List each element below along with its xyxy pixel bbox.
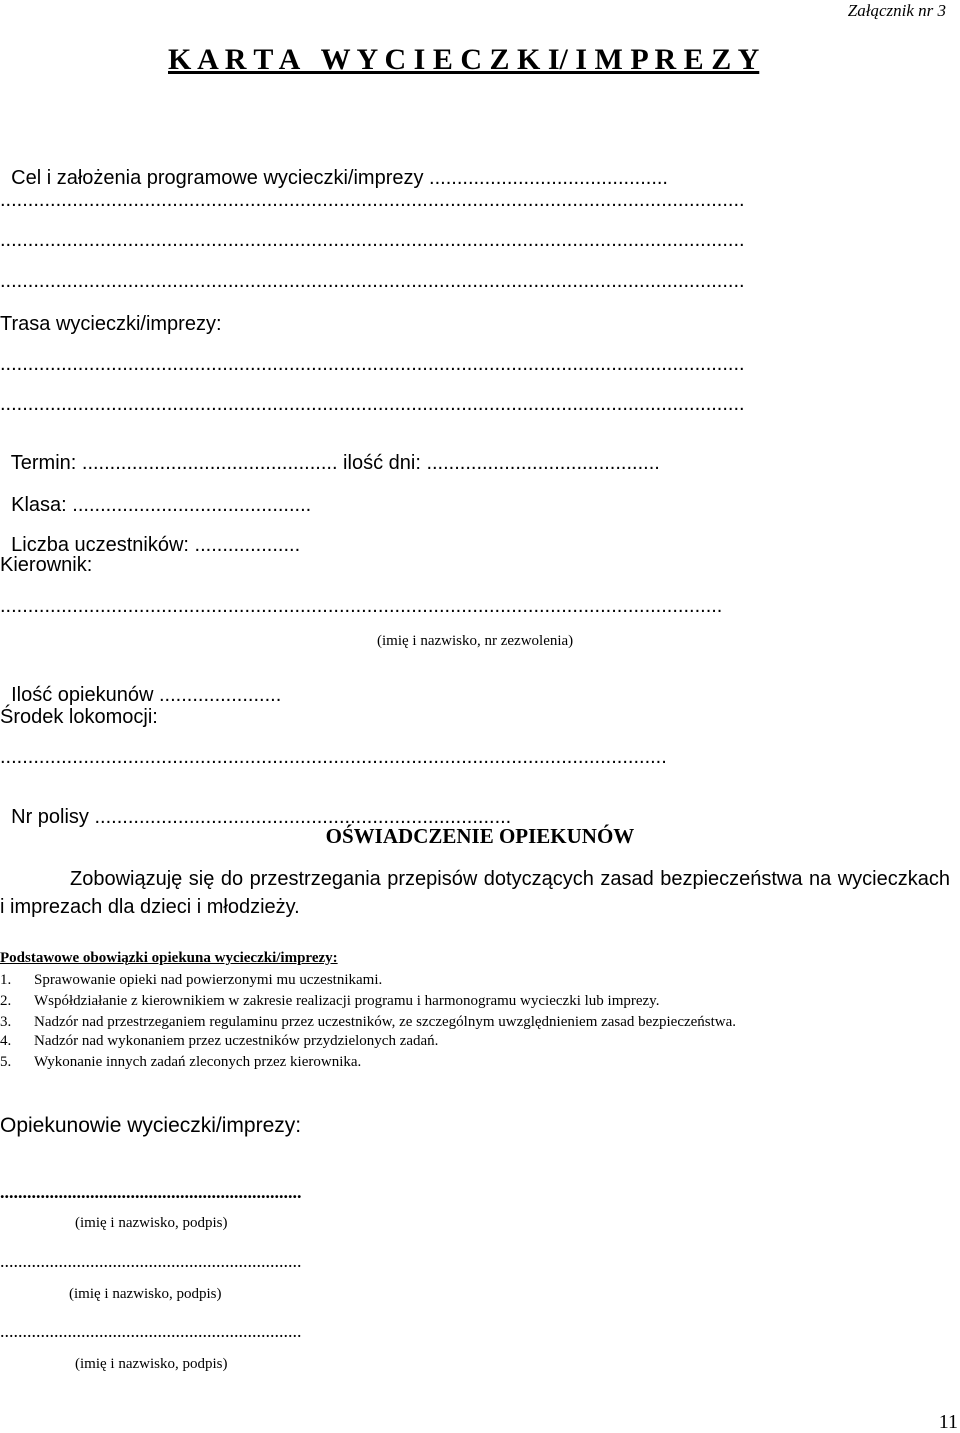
guardians-label: Opiekunowie wycieczki/imprezy: — [0, 1114, 302, 1137]
goal-dots[interactable]: ........................................... — [429, 167, 668, 189]
duty-text: Nadzór nad wykonaniem przez uczestników przydzielonych zadań. — [34, 1033, 439, 1049]
duty-item — [0, 1055, 361, 1070]
duty-text: Nadzór nad przestrzeganiem regulaminu przez uczestników, ze szczególnym uwzględnieniem zasad bezpieczeństwa. — [34, 1014, 737, 1030]
duty-number: 5. — [0, 1054, 12, 1070]
signature-line-3[interactable]: ................................................................... — [0, 1322, 302, 1340]
leader-hint: (imię i nazwisko, nr zezwolenia) — [377, 633, 574, 649]
duty-item — [0, 973, 382, 988]
goal-label: Cel i założenia programowe wycieczki/imprezy — [11, 167, 430, 189]
duty-item — [0, 1015, 736, 1030]
class-label: Klasa: — [11, 494, 73, 516]
participants-row — [0, 515, 300, 555]
signature-line-1[interactable]: ................................................................... — [0, 1183, 302, 1201]
policy-dots[interactable]: ........................................................................... — [94, 806, 512, 828]
page-number: 11 — [938, 1411, 958, 1433]
leader-label: Kierownik: — [0, 554, 93, 576]
participants-label: Liczba uczestników: — [11, 534, 195, 556]
signature-hint-1: (imię i nazwisko, podpis) — [75, 1215, 228, 1231]
goal-line-2[interactable]: ...................................................................................................................................... — [0, 230, 745, 250]
route-line-1[interactable]: ...................................................................................................................................... — [0, 354, 745, 374]
policy-label: Nr polisy — [11, 806, 95, 828]
transport-dots[interactable]: ........................................................................................................................ — [0, 747, 667, 767]
declaration-heading: OŚWIADCZENIE OPIEKUNÓW — [325, 824, 635, 848]
leader-dots[interactable]: .................................................................................................................................. — [0, 596, 723, 616]
duty-number: 2. — [0, 993, 12, 1009]
duties-heading: Podstawowe obowiązki opiekuna wycieczki/imprezy: — [0, 950, 338, 966]
route-label: Trasa wycieczki/imprezy: — [0, 313, 222, 335]
signature-hint-2: (imię i nazwisko, podpis) — [69, 1286, 222, 1302]
policy-row — [0, 787, 511, 827]
duty-number: 4. — [0, 1033, 12, 1049]
goal-line-1[interactable]: ...................................................................................................................................... — [0, 190, 745, 210]
signature-hint-3: (imię i nazwisko, podpis) — [75, 1356, 228, 1372]
guardians-count-dots[interactable]: ...................... — [159, 684, 282, 706]
term-row — [0, 433, 660, 473]
goal-field — [0, 148, 668, 188]
class-row — [0, 475, 311, 515]
transport-label: Środek lokomocji: — [0, 706, 158, 728]
duty-item — [0, 994, 659, 1009]
annex-label: Załącznik nr 3 — [847, 1, 946, 20]
participants-dots[interactable]: ................... — [194, 534, 301, 556]
duty-item — [0, 1034, 438, 1049]
days-label: ilość dni: — [337, 452, 427, 474]
duty-text: Sprawowanie opieki nad powierzonymi mu uczestnikami. — [34, 972, 383, 988]
class-dots[interactable]: ........................................... — [72, 494, 312, 516]
term-dots[interactable]: .............................................. — [81, 452, 338, 474]
term-label: Termin: — [10, 452, 82, 474]
route-line-2[interactable]: ...................................................................................................................................... — [0, 394, 745, 414]
guardians-count-row — [0, 665, 281, 705]
page-title: K A R T A W Y C I E C Z K I/ I M P R E Z Y — [168, 43, 760, 76]
days-dots[interactable]: .......................................... — [426, 452, 660, 474]
duty-number: 3. — [0, 1014, 12, 1030]
duty-text: Współdziałanie z kierownikiem w zakresie realizacji programu i harmonogramu wycieczki lub imprezy. — [34, 993, 660, 1009]
duty-text: Wykonanie innych zadań zleconych przez kierownika. — [34, 1054, 362, 1070]
duty-number: 1. — [0, 972, 12, 988]
signature-line-2[interactable]: ................................................................... — [0, 1252, 302, 1270]
guardians-count-label: Ilość opiekunów — [11, 684, 159, 706]
declaration-text: Zobowiązuję się do przestrzegania przepisów dotyczących zasad bezpieczeństwa na wycieczkach i imprezach dla dzieci i młodzieży. — [0, 868, 950, 918]
goal-line-3[interactable]: ...................................................................................................................................... — [0, 271, 745, 291]
